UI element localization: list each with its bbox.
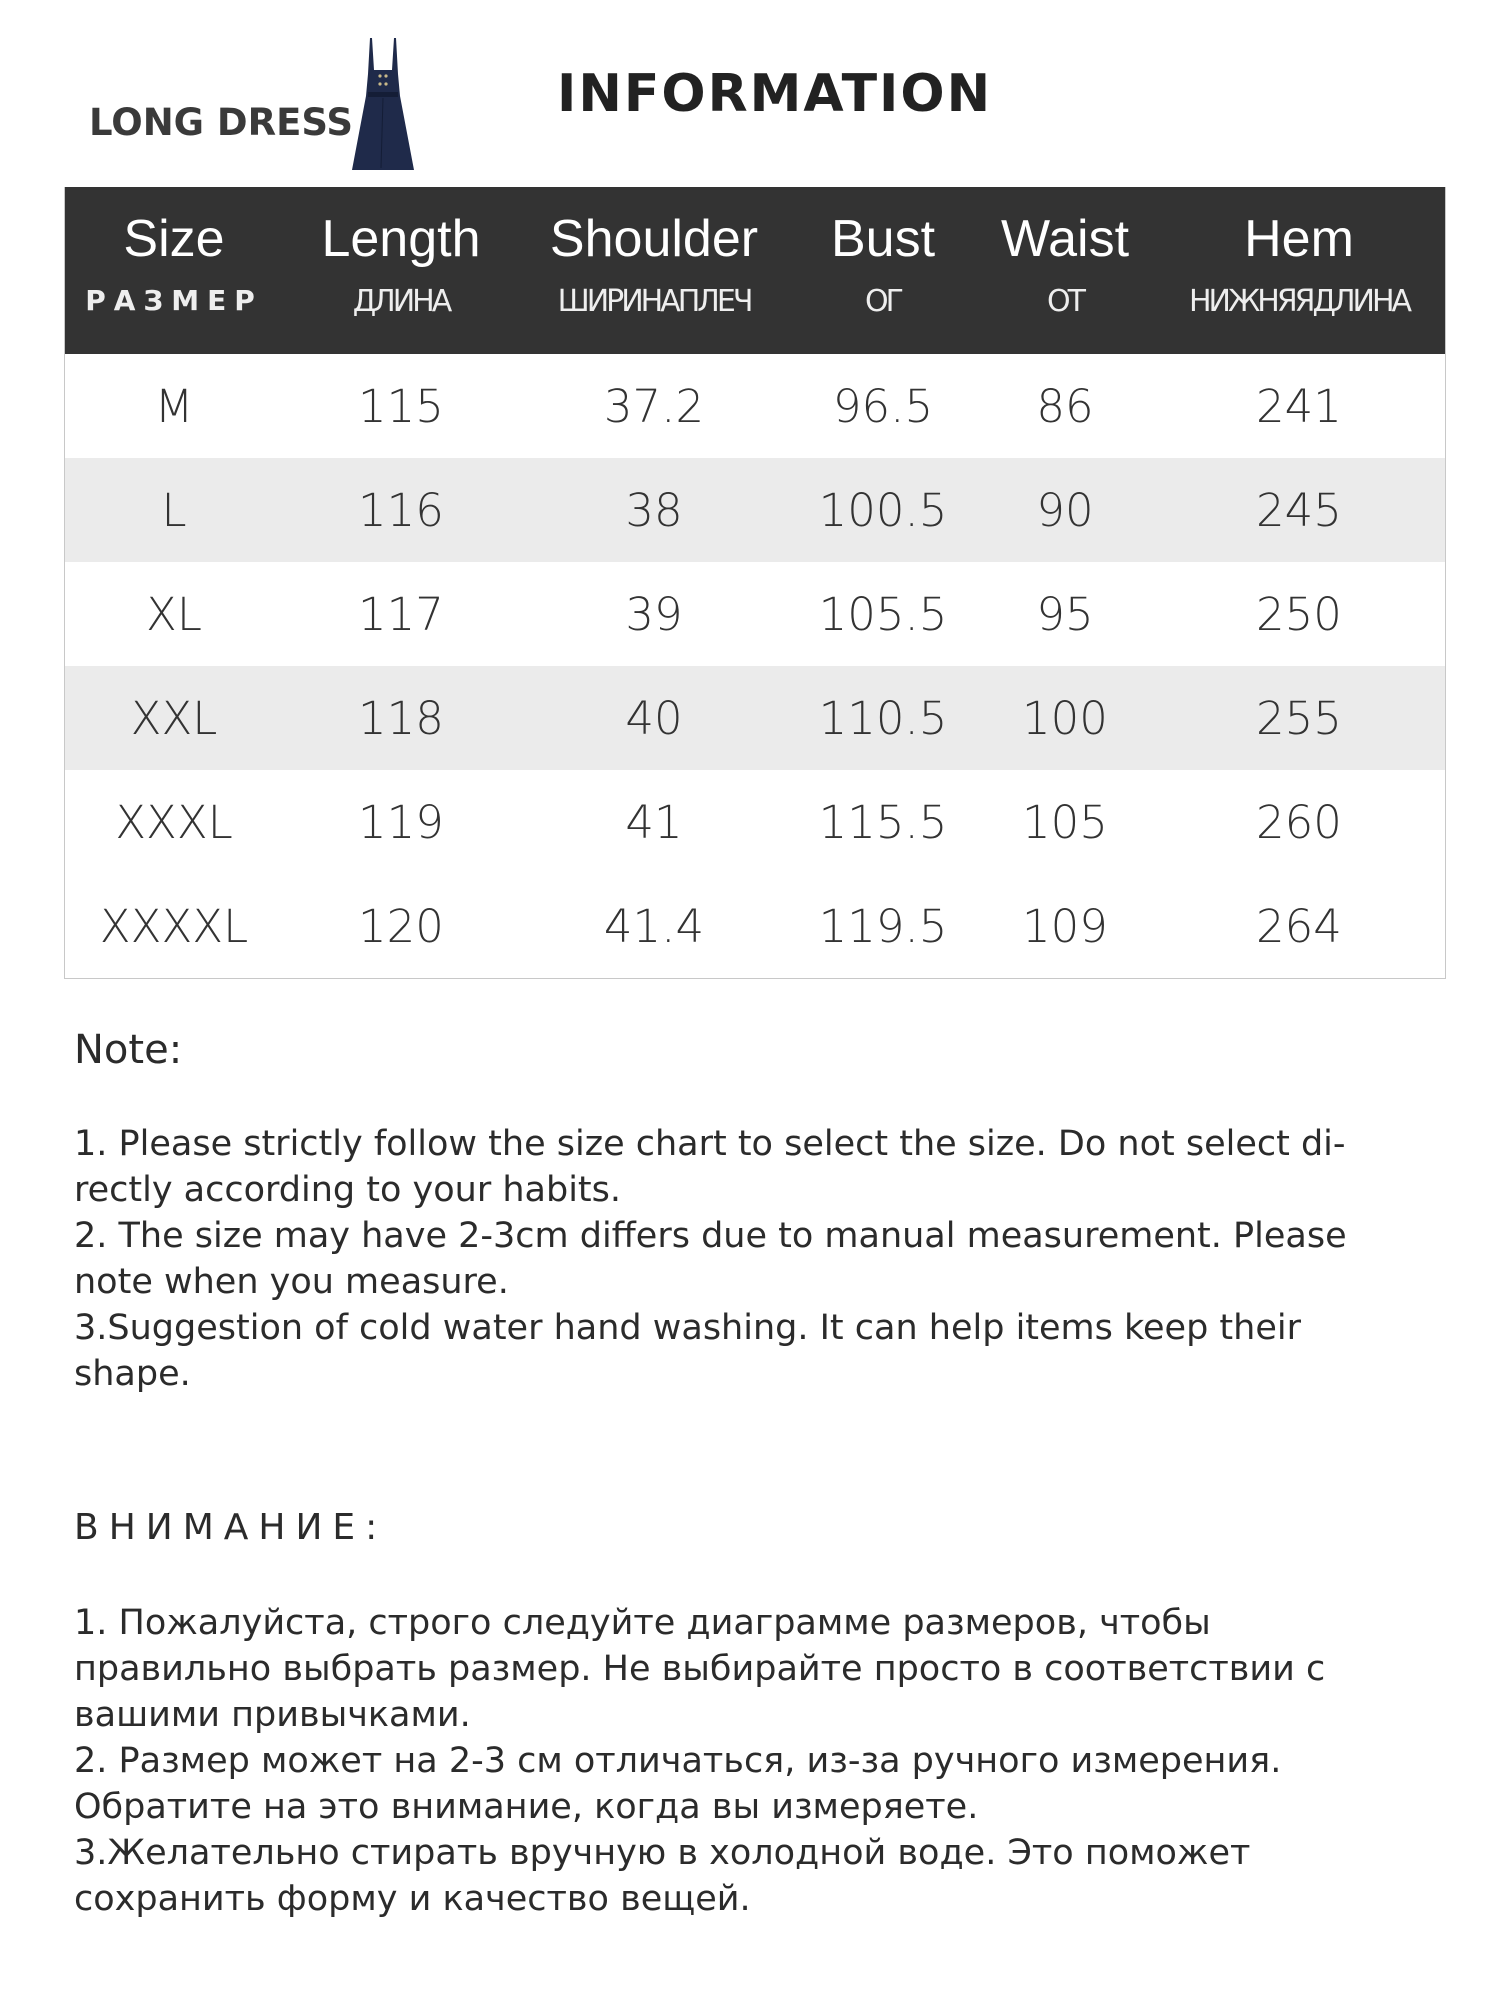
table-cell: 115 bbox=[358, 379, 444, 433]
table-cell: XXL bbox=[130, 691, 218, 745]
column-header-shoulder bbox=[519, 187, 789, 354]
column-header-sublabel: ДЛИНА bbox=[352, 284, 450, 319]
table-cell: 95 bbox=[1036, 587, 1094, 641]
column-header-sublabel: ШИРИНАПЛЕЧ bbox=[557, 284, 751, 319]
note-heading: ВНИМАНИЕ: bbox=[74, 1507, 388, 1548]
column-header-label: Shoulder bbox=[549, 210, 759, 268]
table-cell: 100 bbox=[1022, 691, 1108, 745]
table-cell: 96.5 bbox=[832, 379, 934, 433]
table-row bbox=[65, 874, 1445, 978]
column-header-hem bbox=[1153, 187, 1445, 354]
table-cell: 118 bbox=[358, 691, 444, 745]
column-header-waist bbox=[977, 187, 1153, 354]
product-label: LONG DRESS bbox=[89, 101, 354, 144]
column-header-sublabel: ОГ bbox=[865, 284, 901, 319]
table-row bbox=[65, 562, 1445, 666]
table-row bbox=[65, 354, 1445, 458]
column-header-label: Length bbox=[321, 210, 481, 268]
table-cell: 255 bbox=[1256, 691, 1342, 745]
table-cell: 105 bbox=[1022, 795, 1108, 849]
table-cell: 241 bbox=[1256, 379, 1342, 433]
note-item: 1. Пожалуйста, строго следуйте диаграмме размеров, чтобы правильно выбрать размер. Не выбирайте просто в соответствии с вашими привычками. bbox=[74, 1603, 1326, 1735]
table-cell: 86 bbox=[1036, 379, 1094, 433]
table-cell: XXXXL bbox=[99, 899, 249, 953]
table-cell: XXXL bbox=[115, 795, 233, 849]
column-header-label: Size bbox=[123, 210, 225, 268]
table-cell: 115.5 bbox=[818, 795, 948, 849]
table-cell: 260 bbox=[1256, 795, 1342, 849]
column-header-label: Hem bbox=[1244, 210, 1354, 268]
table-cell: M bbox=[154, 379, 194, 433]
column-header-sublabel: ОТ bbox=[1047, 284, 1083, 319]
column-header-label: Waist bbox=[1000, 210, 1130, 268]
table-cell: 264 bbox=[1256, 899, 1342, 953]
note-item: 1. Please strictly follow the size chart to select the size. Do not select di-rectly according to your habits. bbox=[74, 1124, 1346, 1210]
table-cell: XL bbox=[146, 587, 202, 641]
table-cell: 109 bbox=[1022, 899, 1108, 953]
table-cell: L bbox=[161, 483, 187, 537]
note-item: 3.Suggestion of cold water hand washing. It can help items keep their shape. bbox=[74, 1308, 1301, 1394]
table-cell: 117 bbox=[358, 587, 444, 641]
column-header-sublabel: РАЗМЕР bbox=[85, 284, 263, 317]
notes-english bbox=[74, 1027, 1414, 1397]
column-header-bust bbox=[789, 187, 977, 354]
table-cell: 119.5 bbox=[818, 899, 948, 953]
column-header-length bbox=[283, 187, 519, 354]
note-heading: Note: bbox=[74, 1027, 183, 1073]
table-cell: 110.5 bbox=[818, 691, 948, 745]
note-item: 2. Размер может на 2-3 см отличаться, из-за ручного измерения. Обратите на это внимание, когда вы измеряете. bbox=[74, 1741, 1282, 1827]
table-cell: 39 bbox=[625, 587, 683, 641]
table-cell: 37.2 bbox=[603, 379, 705, 433]
table-row bbox=[65, 458, 1445, 562]
table-cell: 120 bbox=[358, 899, 444, 953]
table-header bbox=[65, 187, 1445, 354]
table-cell: 119 bbox=[358, 795, 444, 849]
size-table bbox=[64, 187, 1446, 979]
dress-image bbox=[348, 34, 418, 174]
column-header-sublabel: НИЖНЯЯДЛИНА bbox=[1188, 284, 1410, 319]
table-cell: 250 bbox=[1256, 587, 1342, 641]
table-cell: 41.4 bbox=[603, 899, 705, 953]
table-cell: 105.5 bbox=[818, 587, 948, 641]
table-row bbox=[65, 770, 1445, 874]
table-cell: 245 bbox=[1256, 483, 1342, 537]
note-item: 3.Желательно стирать вручную в холодной воде. Это поможет сохранить форму и качество вещей. bbox=[74, 1833, 1251, 1919]
table-row bbox=[65, 666, 1445, 770]
table-cell: 116 bbox=[358, 483, 444, 537]
table-cell: 41 bbox=[625, 795, 683, 849]
note-item: 2. The size may have 2-3cm differs due to manual measurement. Please note when you measure. bbox=[74, 1216, 1347, 1302]
notes-russian bbox=[74, 1507, 1414, 1922]
table-cell: 38 bbox=[625, 483, 683, 537]
table-cell: 100.5 bbox=[818, 483, 948, 537]
table-cell: 40 bbox=[625, 691, 683, 745]
column-header-size bbox=[65, 187, 283, 354]
page-title: INFORMATION bbox=[557, 64, 993, 124]
table-cell: 90 bbox=[1036, 483, 1094, 537]
column-header-label: Bust bbox=[830, 210, 936, 268]
